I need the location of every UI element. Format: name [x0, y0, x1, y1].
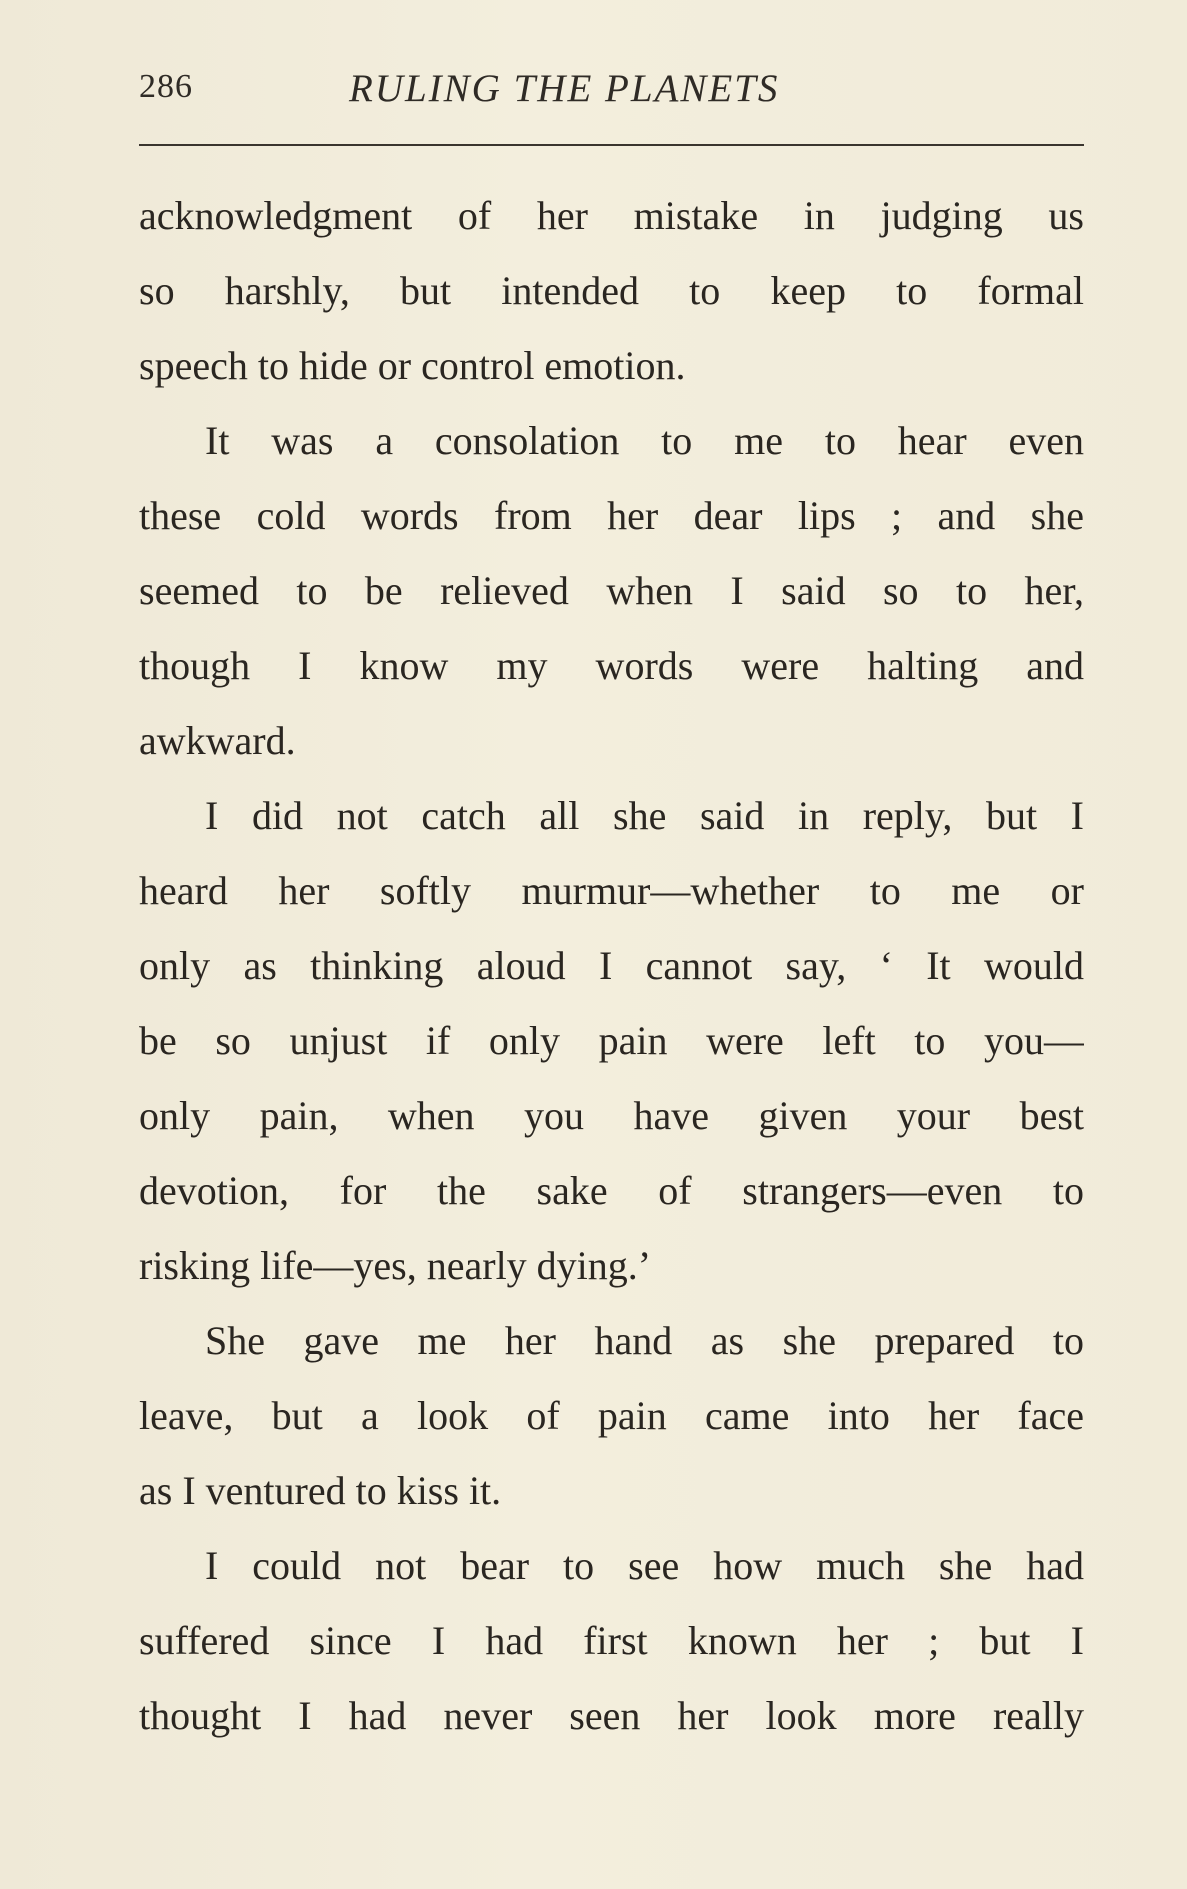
paragraph-first-line: I did not catch all she said in reply, but I: [205, 793, 1084, 838]
text-line: be so unjust if only pain were left to you—: [139, 1018, 1084, 1063]
text-line: as I ventured to kiss it.: [139, 1468, 502, 1513]
paragraph-first-line: She gave me her hand as she prepared to: [205, 1318, 1084, 1363]
text-line: devotion, for the sake of strangers—even to: [139, 1168, 1084, 1213]
text-line: though I know my words were halting and: [139, 643, 1084, 688]
text-line: so harshly, but intended to keep to formal: [139, 268, 1084, 313]
text-line: only pain, when you have given your best: [139, 1093, 1084, 1138]
text-line: acknowledgment of her mistake in judging us: [139, 193, 1084, 238]
body-text: [139, 178, 1084, 1753]
text-line: seemed to be relieved when I said so to her,: [139, 568, 1084, 613]
text-line: leave, but a look of pain came into her face: [139, 1393, 1084, 1438]
paragraph-first-line: It was a consolation to me to hear even: [205, 418, 1084, 463]
paragraph-first-line: I could not bear to see how much she had: [205, 1543, 1084, 1588]
text-line: awkward.: [139, 718, 296, 763]
page-header: [139, 62, 1084, 122]
text-line: risking life—yes, nearly dying.’: [139, 1243, 652, 1288]
running-title: RULING THE PLANETS: [349, 67, 780, 110]
text-line: these cold words from her dear lips ; and she: [139, 493, 1084, 538]
text-line: speech to hide or control emotion.: [139, 343, 686, 388]
header-rule: [139, 144, 1084, 146]
text-line: suffered since I had first known her ; but I: [139, 1618, 1084, 1663]
page-number: 286: [139, 68, 193, 105]
text-line: heard her softly murmur—whether to me or: [139, 868, 1084, 913]
text-line: thought I had never seen her look more really: [139, 1693, 1084, 1738]
text-line: only as thinking aloud I cannot say, ‘ It would: [139, 943, 1084, 988]
